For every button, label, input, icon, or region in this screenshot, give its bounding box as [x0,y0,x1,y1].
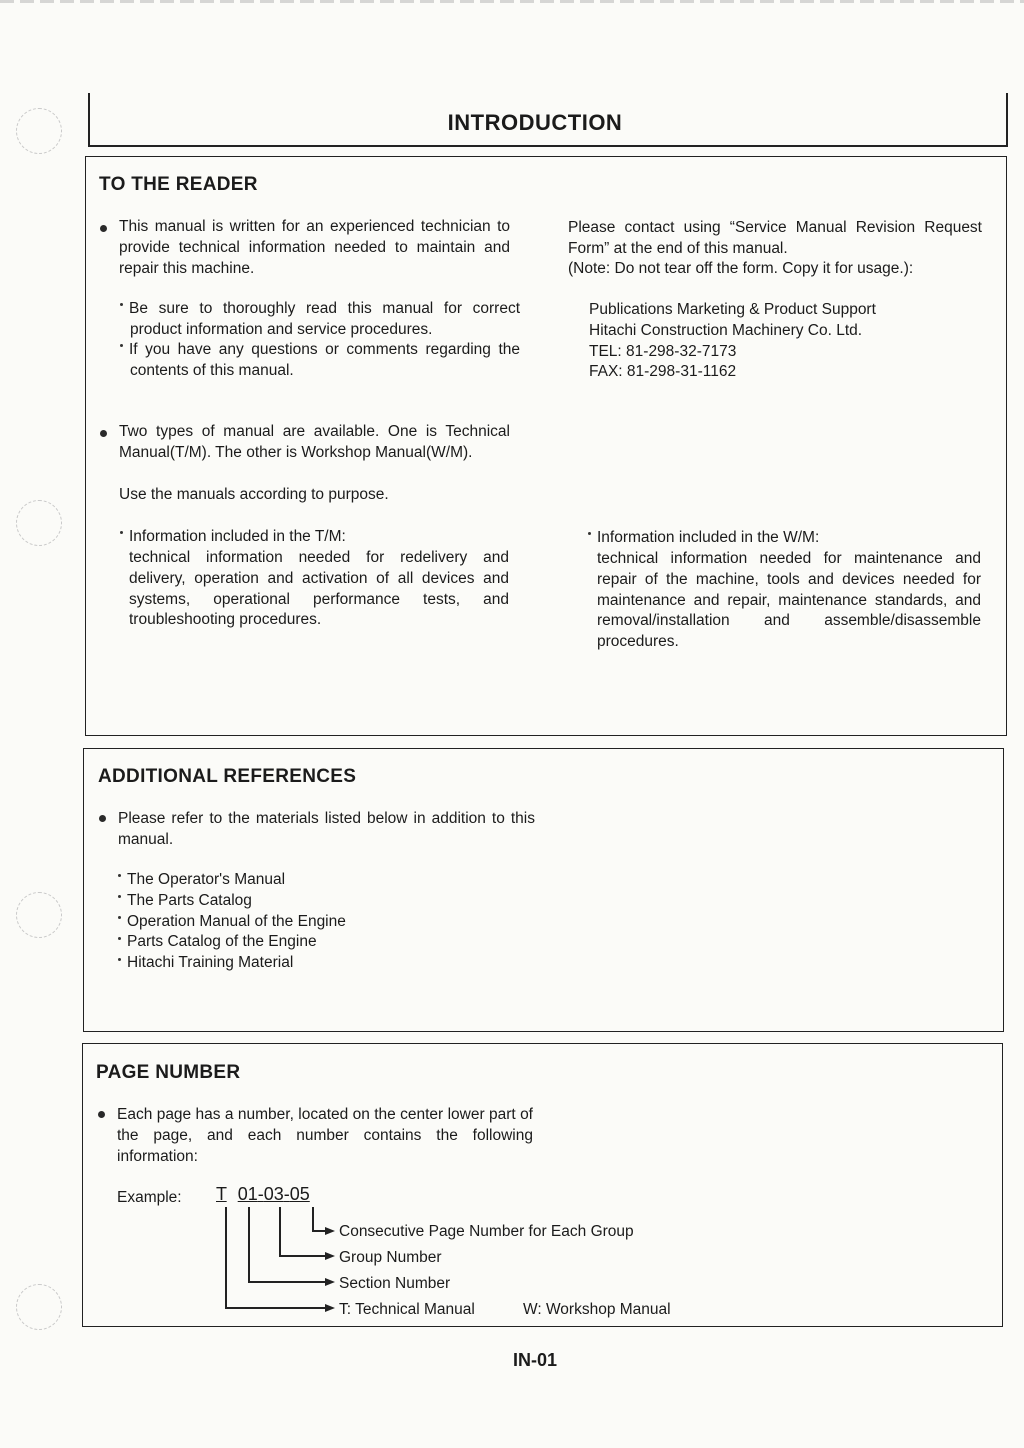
label-group: Group Number [339,1249,442,1266]
example-code [216,1184,310,1205]
binder-hole-mark [16,892,62,938]
contact-instructions: Please contact using “Service Manual Revision Request Form” at the end of this manual. [568,219,982,257]
example-label: Example: [117,1189,182,1206]
list-item [118,891,346,912]
to-the-reader-heading: TO THE READER [99,174,258,195]
dot-icon [120,344,123,347]
code-separator: - [283,1184,290,1204]
page-number-footer: IN-01 [512,1350,557,1370]
page-number-heading: PAGE NUMBER [96,1062,241,1083]
dot-icon [120,303,123,306]
references-list [118,870,346,974]
address-phone: TEL: 81-298-32-7173 [589,342,737,360]
reader-paragraph-1: This manual is written for an experienced technician to provide technical information needed to maintain and repair this machine. [119,218,510,277]
list-item-text: The Operator's Manual [127,871,286,888]
connector-section [248,1207,250,1282]
binder-hole-mark [16,1284,62,1330]
wm-label [588,528,819,549]
label-technical: T: Technical Manual [339,1301,475,1318]
additional-references-heading: ADDITIONAL REFERENCES [98,766,357,787]
code-section: 01 [237,1184,258,1204]
bullet-icon [99,815,106,822]
dot-icon [120,531,123,534]
dot-icon [118,916,121,919]
list-item-text: Parts Catalog of the Engine [127,933,317,951]
wm-description: technical information needed for maintenance and repair of the machine, tools and devices needed for maintenance and repair, maintenance standards, and removal/installation and assemble/disassemble procedures. [597,550,981,651]
page-number-intro: Each page has a number, located on the center lower part of the page, and each number contains the following information: [117,1106,533,1165]
bullet-icon [98,1111,105,1118]
list-item [118,870,346,891]
reader-note-2 [120,340,520,382]
dot-icon [118,895,121,898]
connector-page [312,1207,314,1231]
scan-edge-marks [0,0,1024,3]
arrow-icon [325,1304,335,1312]
connector-technical [225,1307,325,1309]
list-item-text: The Parts Catalog [127,891,252,909]
dot-icon [118,958,121,961]
bullet-icon [100,430,107,437]
arrow-icon [325,1252,335,1260]
label-section: Section Number [339,1275,451,1292]
list-item [118,912,346,933]
code-page: 05 [289,1184,310,1204]
arrow-icon [325,1278,335,1286]
reader-paragraph-2-line2: Use the manuals according to purpose. [119,486,389,503]
code-group: 03 [263,1184,284,1204]
label-consecutive: Consecutive Page Number for Each Group [339,1223,634,1240]
list-item [118,932,346,953]
reader-note-2-text: If you have any questions or comments regarding the contents of this manual. [129,341,520,379]
address-line: Publications Marketing & Product Support [589,301,876,318]
list-item [118,953,346,974]
code-separator: - [257,1184,264,1204]
arrow-icon [325,1227,335,1235]
wm-label-text: Information included in the W/M: [597,529,820,546]
page-title: INTRODUCTION [447,110,623,135]
references-intro: Please refer to the materials listed below in addition to this manual. [118,810,535,848]
connector-technical [225,1207,227,1308]
connector-group [279,1207,281,1256]
dot-icon [118,874,121,877]
connector-page [312,1230,325,1232]
connector-group [279,1255,325,1257]
contact-note: (Note: Do not tear off the form. Copy it for usage.): [568,260,914,277]
dot-icon [118,937,121,940]
list-item-text: Hitachi Training Material [127,954,294,972]
contact-address [589,300,876,383]
tm-label [120,527,346,548]
tm-description: technical information needed for redelivery and delivery, operation and activation of all devices and systems, operational performance tests, and troubleshooting procedures. [129,549,509,629]
address-line: Hitachi Construction Machinery Co. Ltd. [589,321,863,339]
dot-icon [588,532,591,535]
tm-label-text: Information included in the T/M: [129,528,346,545]
reader-note-1 [120,299,520,341]
connector-section [248,1281,325,1283]
label-workshop: W: Workshop Manual [523,1301,671,1318]
reader-paragraph-2: Two types of manual are available. One is Technical Manual(T/M). The other is Workshop Manual(W/M). [119,423,510,461]
binder-hole-mark [16,500,62,546]
address-fax: FAX: 81-298-31-1162 [589,363,737,381]
list-item-text: Operation Manual of the Engine [127,912,346,930]
bullet-icon [100,225,107,232]
reader-note-1-text: Be sure to thoroughly read this manual for correct product information and service procedures. [129,300,520,338]
code-manual: T [216,1184,227,1204]
